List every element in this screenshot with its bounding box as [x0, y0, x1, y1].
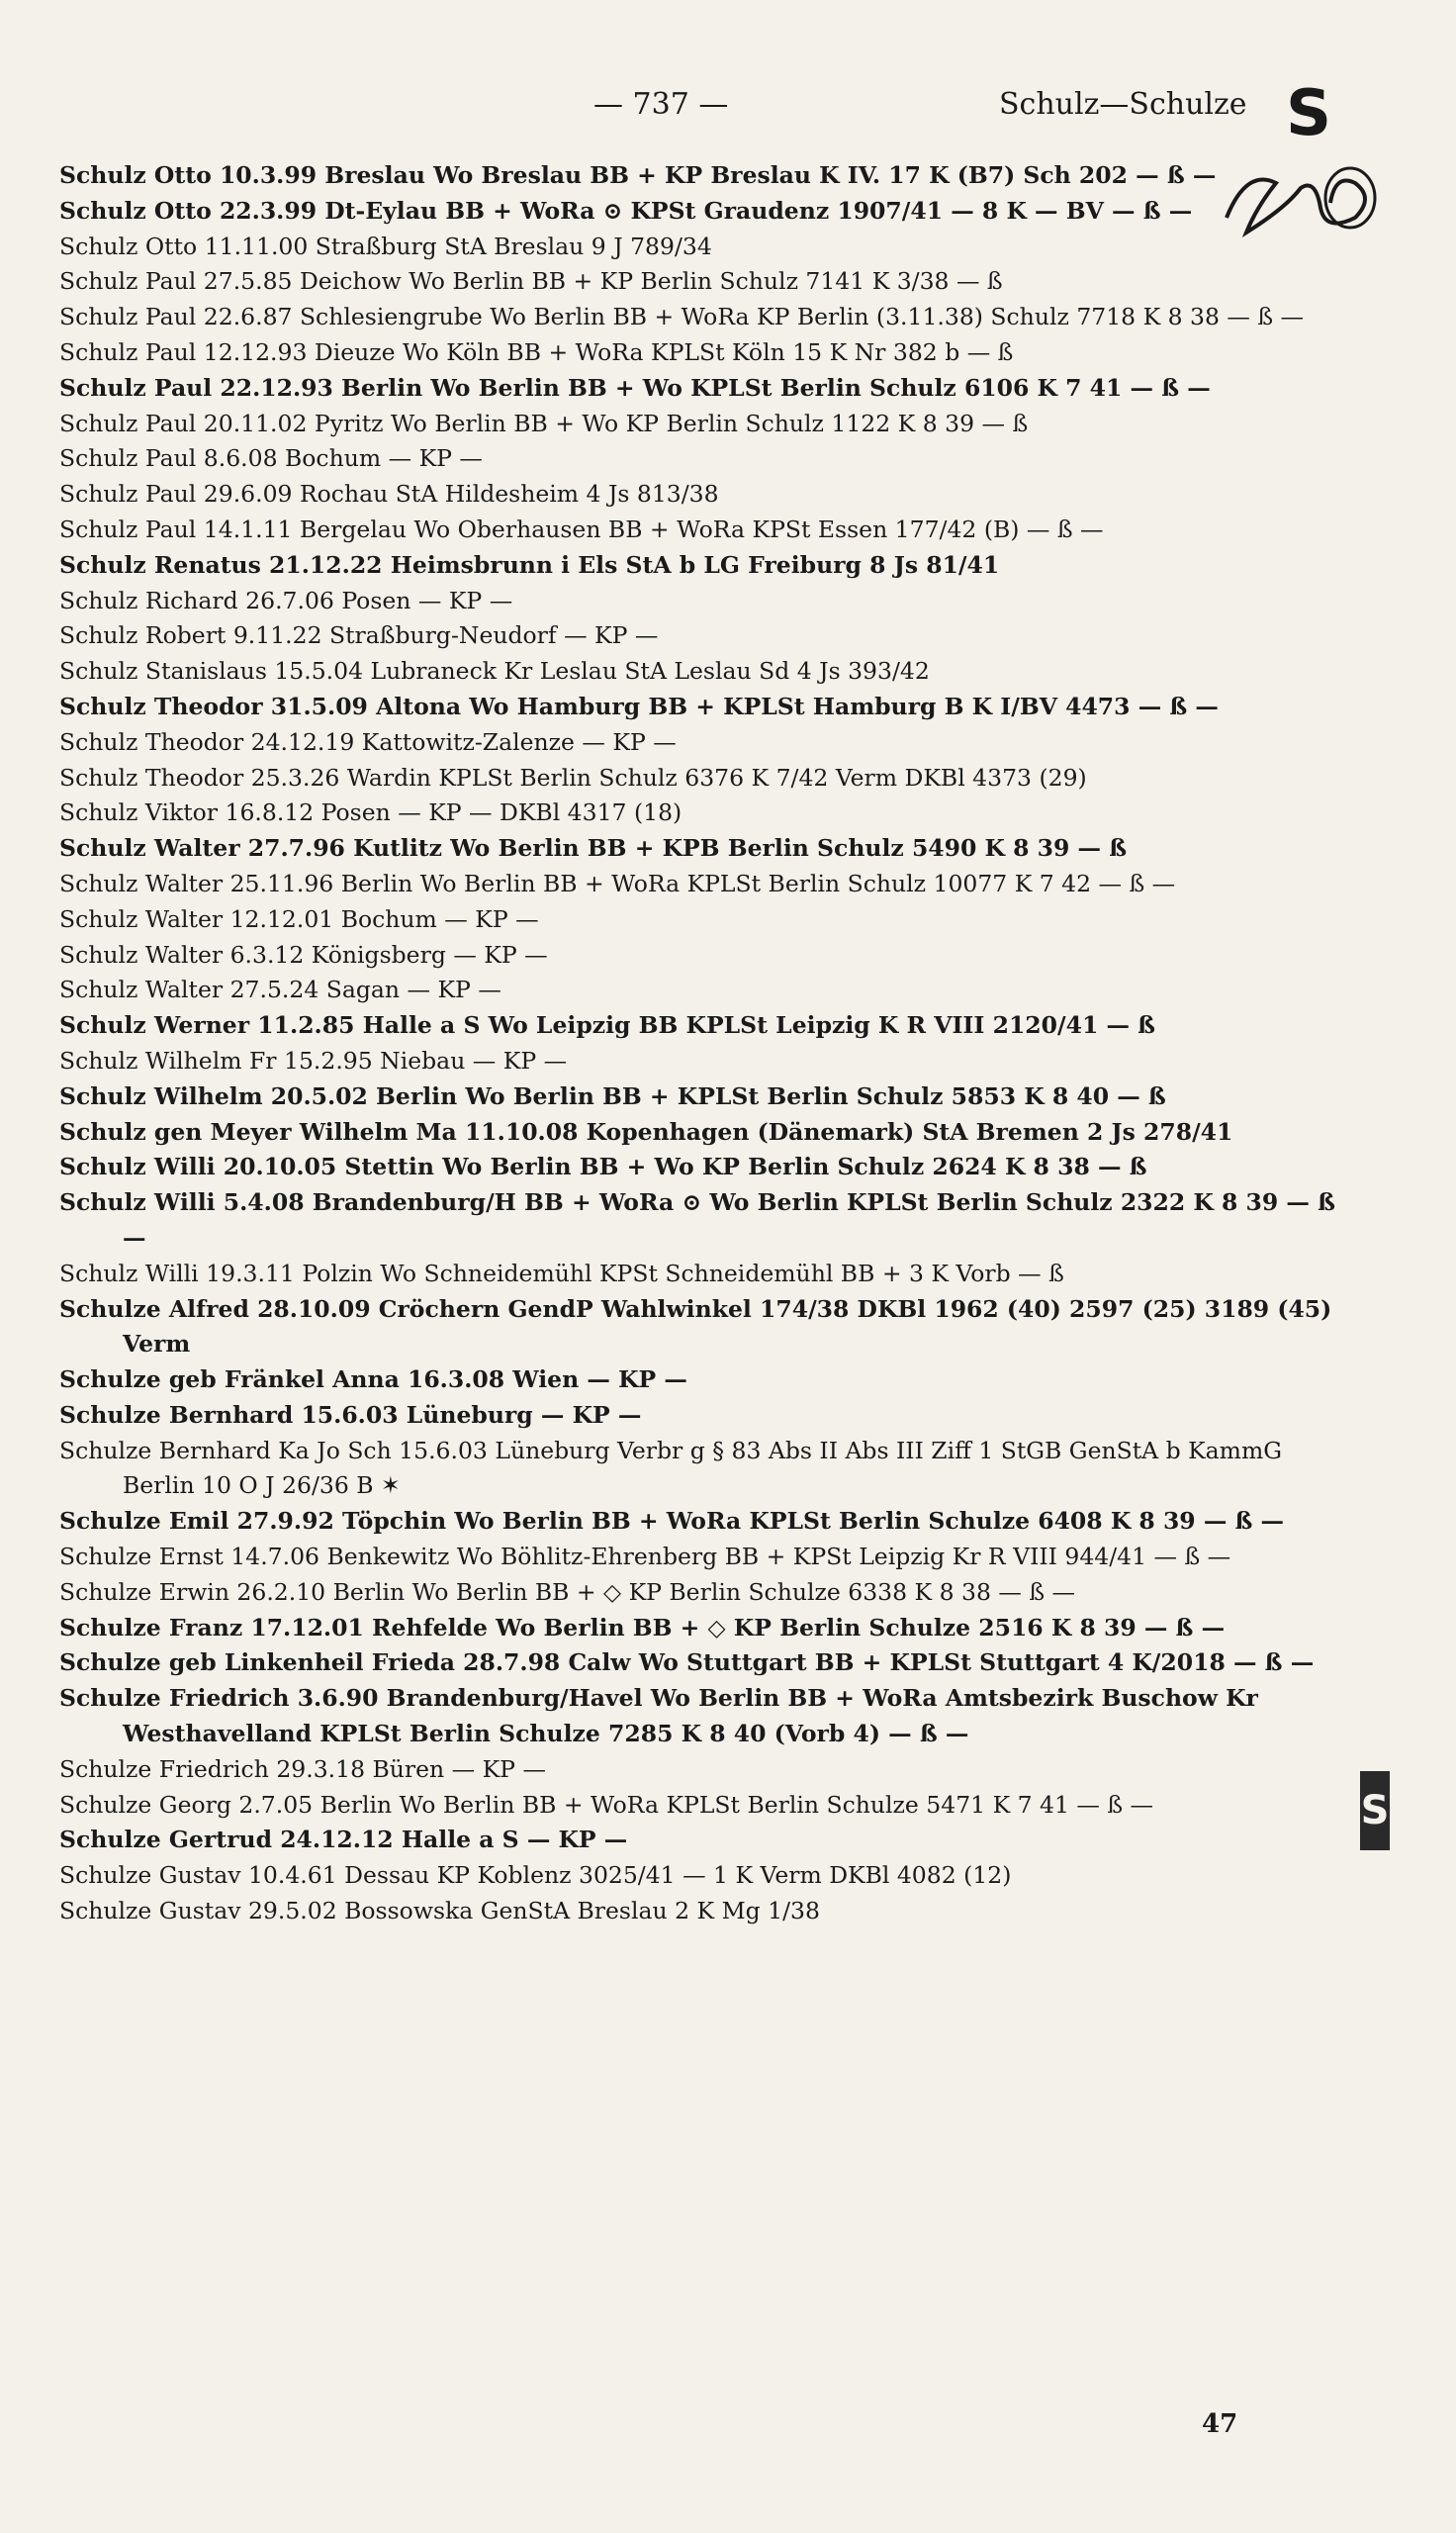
list-item: Schulz Walter 12.12.01 Bochum — KP — [59, 904, 539, 933]
list-item: Schulz Werner 11.2.85 Halle a S Wo Leipzig BB KPLSt Leipzig K R VIII 2120/41 — ß [59, 1011, 1156, 1040]
section-letter: S [1286, 77, 1332, 150]
list-item: Schulz Viktor 16.8.12 Posen — KP — DKBl 4317 (18) [59, 798, 682, 827]
list-item: Schulze Bernhard Ka Jo Sch 15.6.03 Lüneburg Verbr g § 83 Abs II Abs III Ziff 1 StGB GenStA b KammG Berlin 10 O J 26/36 B ✶ [59, 1436, 1290, 1500]
list-item: Schulze geb Fränkel Anna 16.3.08 Wien — KP — [59, 1365, 687, 1394]
margin-index-tab: S [1360, 1771, 1390, 1850]
list-item: Schulze Friedrich 3.6.90 Brandenburg/Havel Wo Berlin BB + WoRa Amtsbezirk Buschow Kr Westhavelland KPLSt Berlin Schulze 7285 K 8 40 (Vorb 4) — ß — [59, 1684, 1267, 1748]
list-item: Schulz Wilhelm Fr 15.2.95 Niebau — KP — [59, 1046, 568, 1075]
list-item: Schulze Alfred 28.10.09 Cröchern GendP Wahlwinkel 174/38 DKBl 1962 (40) 2597 (25) 3189 (45) Verm [59, 1294, 1340, 1359]
page-number: — 737 — [593, 87, 729, 122]
list-item: Schulz Paul 12.12.93 Dieuze Wo Köln BB + WoRa KPLSt Köln 15 K Nr 382 b — ß [59, 337, 1014, 366]
list-item: Schulz Paul 20.11.02 Pyritz Wo Berlin BB + Wo KP Berlin Schulz 1122 K 8 39 — ß [59, 409, 1029, 437]
list-item: Schulz gen Meyer Wilhelm Ma 11.10.08 Kopenhagen (Dänemark) StA Bremen 2 Js 278/41 [59, 1117, 1233, 1146]
list-item: Schulze Gustav 10.4.61 Dessau KP Koblenz 3025/41 — 1 K Verm DKBl 4082 (12) [59, 1861, 1012, 1890]
page-header [0, 77, 1456, 150]
list-item: Schulz Walter 25.11.96 Berlin Wo Berlin BB + WoRa KPLSt Berlin Schulz 10077 K 7 42 — ß — [59, 869, 1176, 897]
list-item: Schulze Georg 2.7.05 Berlin Wo Berlin BB + WoRa KPLSt Berlin Schulze 5471 K 7 41 — ß — [59, 1790, 1154, 1819]
list-item: Schulze Bernhard 15.6.03 Lüneburg — KP — [59, 1400, 642, 1429]
list-item: Schulze Gertrud 24.12.12 Halle a S — KP — [59, 1826, 628, 1854]
list-item: Schulze Friedrich 29.3.18 Büren — KP — [59, 1754, 546, 1783]
list-item: Schulz Theodor 31.5.09 Altona Wo Hamburg BB + KPLSt Hamburg B K I/BV 4473 — ß — [59, 692, 1219, 720]
running-head: Schulz—Schulze [999, 87, 1247, 122]
list-item: Schulze geb Linkenheil Frieda 28.7.98 Calw Wo Stuttgart BB + KPLSt Stuttgart 4 K/2018 — ß — [59, 1648, 1315, 1677]
list-item: Schulz Walter 27.5.24 Sagan — KP — [59, 976, 501, 1004]
list-item: Schulz Willi 19.3.11 Polzin Wo Schneidemühl KPSt Schneidemühl BB + 3 K Vorb — ß [59, 1259, 1064, 1287]
list-item: Schulz Paul 29.6.09 Rochau StA Hildesheim 4 Js 813/38 [59, 480, 719, 509]
list-item: Schulz Theodor 24.12.19 Kattowitz-Zalenze — KP — [59, 727, 677, 756]
list-item: Schulz Stanislaus 15.5.04 Lubraneck Kr Leslau StA Leslau Sd 4 Js 393/42 [59, 657, 930, 686]
list-item: Schulz Paul 14.1.11 Bergelau Wo Oberhausen BB + WoRa KPSt Essen 177/42 (B) — ß — [59, 515, 1104, 543]
list-item: Schulze Emil 27.9.92 Töpchin Wo Berlin BB + WoRa KPLSt Berlin Schulze 6408 K 8 39 — ß — [59, 1507, 1285, 1536]
list-item: Schulz Paul 22.6.87 Schlesiengrube Wo Berlin BB + WoRa KP Berlin (3.11.38) Schulz 7718 K 8 38 — ß — [59, 303, 1305, 331]
sheet-number: 47 [1202, 2409, 1238, 2439]
list-item: Schulze Gustav 29.5.02 Bossowska GenStA Breslau 2 K Mg 1/38 [59, 1897, 820, 1925]
list-item: Schulz Paul 8.6.08 Bochum — KP — [59, 444, 483, 473]
list-item: Schulz Theodor 25.3.26 Wardin KPLSt Berlin Schulz 6376 K 7/42 Verm DKBl 4373 (29) [59, 763, 1087, 792]
list-item: Schulz Paul 27.5.85 Deichow Wo Berlin BB + KP Berlin Schulz 7141 K 3/38 — ß [59, 267, 1003, 296]
list-item: Schulz Renatus 21.12.22 Heimsbrunn i Els StA b LG Freiburg 8 Js 81/41 [59, 550, 1000, 579]
list-item: Schulz Walter 6.3.12 Königsberg — KP — [59, 940, 548, 969]
entry-list [59, 158, 1355, 1929]
list-item: Schulz Wilhelm 20.5.02 Berlin Wo Berlin BB + KPLSt Berlin Schulz 5853 K 8 40 — ß [59, 1081, 1166, 1110]
list-item: Schulz Willi 20.10.05 Stettin Wo Berlin BB + Wo KP Berlin Schulz 2624 K 8 38 — ß [59, 1153, 1147, 1181]
list-item: Schulz Paul 22.12.93 Berlin Wo Berlin BB + Wo KPLSt Berlin Schulz 6106 K 7 41 — ß — [59, 373, 1211, 402]
list-item: Schulz Otto 22.3.99 Dt-Eylau BB + WoRa ⊙ KPSt Graudenz 1907/41 — 8 K — BV — ß — [59, 196, 1193, 225]
list-item: Schulz Willi 5.4.08 Brandenburg/H BB + WoRa ⊙ Wo Berlin KPLSt Berlin Schulz 2322 K 8 39 — ß — [59, 1188, 1344, 1252]
list-item: Schulze Ernst 14.7.06 Benkewitz Wo Böhlitz-Ehrenberg BB + KPSt Leipzig Kr R VIII 944/41 — ß — [59, 1543, 1231, 1571]
list-item: Schulze Erwin 26.2.10 Berlin Wo Berlin BB + ◇ KP Berlin Schulze 6338 K 8 38 — ß — [59, 1577, 1076, 1606]
list-item: Schulz Otto 11.11.00 Straßburg StA Breslau 9 J 789/34 [59, 232, 712, 260]
list-item: Schulz Otto 10.3.99 Breslau Wo Breslau BB + KP Breslau K IV. 17 K (B7) Sch 202 — ß — [59, 161, 1217, 189]
list-item: Schulz Robert 9.11.22 Straßburg-Neudorf — KP — [59, 621, 659, 650]
list-item: Schulz Walter 27.7.96 Kutlitz Wo Berlin BB + KPB Berlin Schulz 5490 K 8 39 — ß [59, 834, 1128, 863]
list-item: Schulze Franz 17.12.01 Rehfelde Wo Berlin BB + ◇ KP Berlin Schulze 2516 K 8 39 — ß — [59, 1613, 1226, 1642]
list-item: Schulz Richard 26.7.06 Posen — KP — [59, 586, 513, 614]
